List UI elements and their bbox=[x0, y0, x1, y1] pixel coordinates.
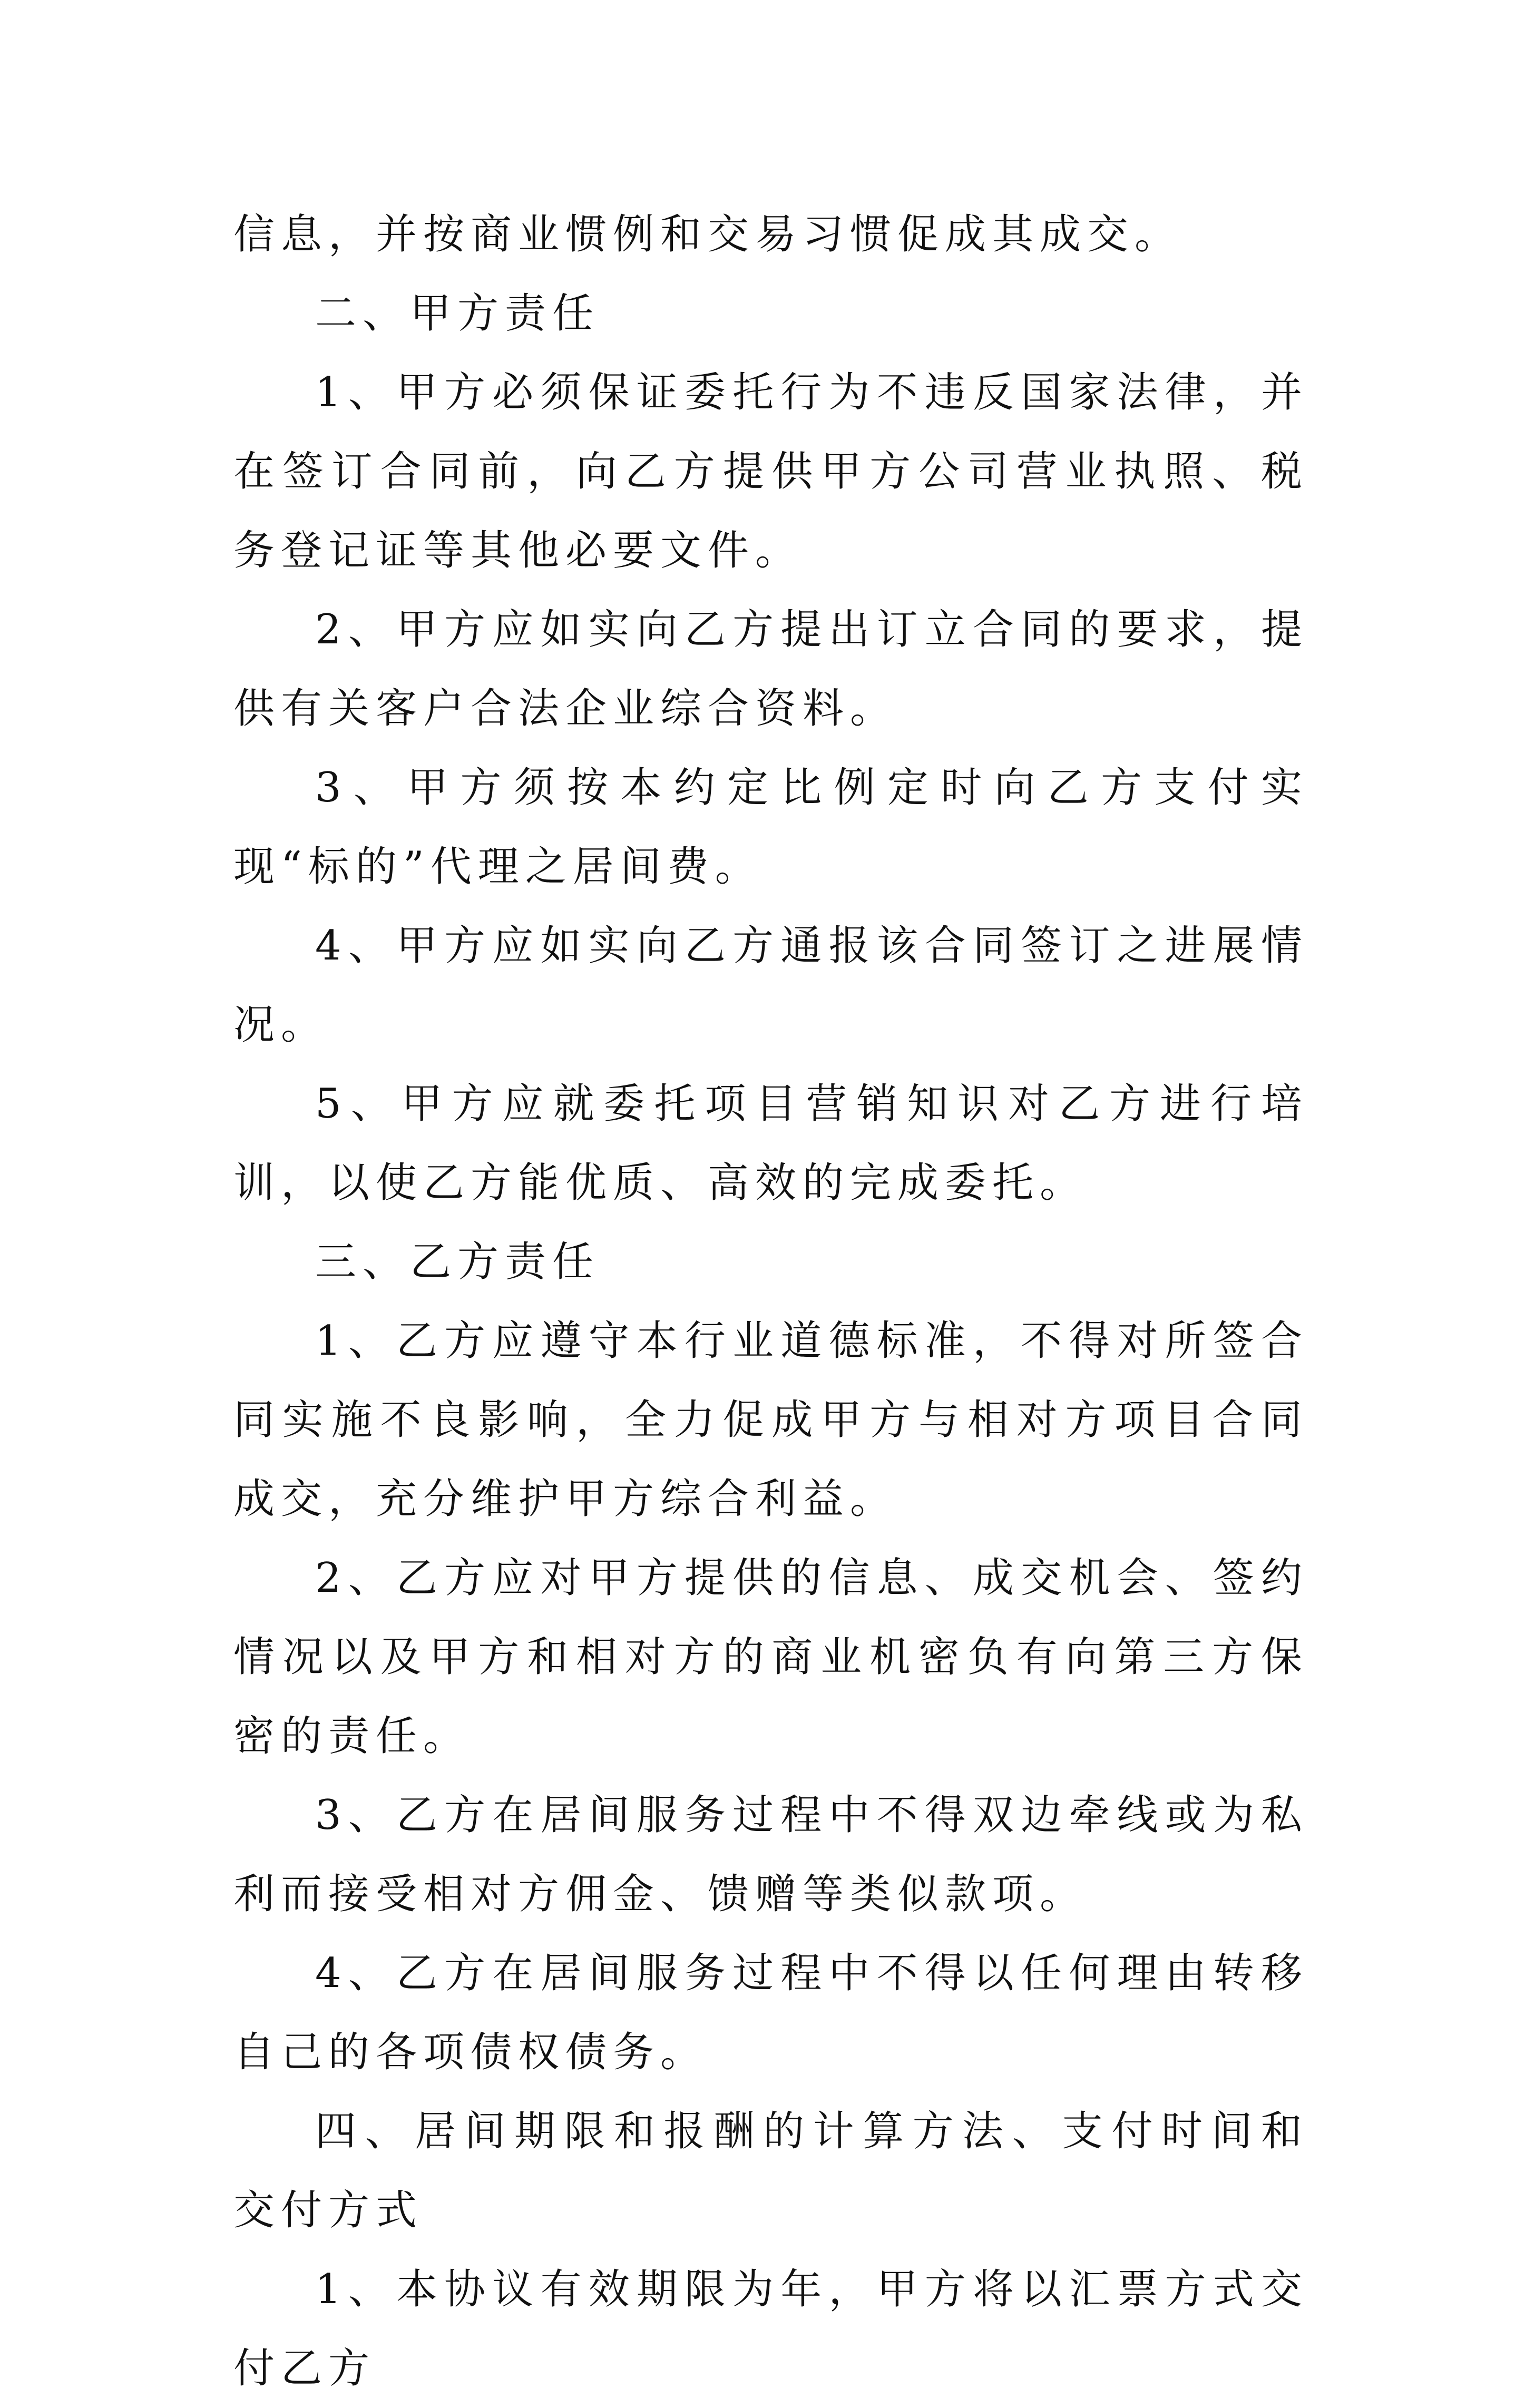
paragraph-continuation: 信息，并按商业惯例和交易习惯促成其成交。 bbox=[233, 211, 1182, 258]
clause-term-1: 1、本协议有效期限为年，甲方将以汇票方式交付乙方 bbox=[233, 2266, 1308, 2392]
clause-party-b-3: 3、乙方在居间服务过程中不得双边牵线或为私利而接受相对方佣金、馈赠等类似款项。 bbox=[233, 1792, 1308, 1918]
clause-party-a-3: 3、甲方须按本约定比例定时向乙方支付实现“标的”代理之居间费。 bbox=[233, 764, 1308, 890]
clause-party-b-1: 1、乙方应遵守本行业道德标准，不得对所签合同实施不良影响，全力促成甲方与相对方项目合同成交，充分维护甲方综合利益。 bbox=[233, 1317, 1308, 1523]
document-body bbox=[233, 195, 1308, 2408]
section-heading-term-and-payment: 四、居间期限和报酬的计算方法、支付时间和交付方式 bbox=[233, 2108, 1308, 2234]
clause-party-a-4: 4、甲方应如实向乙方通报该合同签订之进展情况。 bbox=[233, 922, 1308, 1049]
clause-party-b-4: 4、乙方在居间服务过程中不得以任何理由转移自己的各项债权债务。 bbox=[233, 1950, 1308, 2076]
clause-party-a-2: 2、甲方应如实向乙方提出订立合同的要求，提供有关客户合法企业综合资料。 bbox=[233, 606, 1308, 732]
clause-party-b-2: 2、乙方应对甲方提供的信息、成交机会、签约情况以及甲方和相对方的商业机密负有向第三方保密的责任。 bbox=[233, 1554, 1308, 1760]
clause-party-a-5: 5、甲方应就委托项目营销知识对乙方进行培训，以使乙方能优质、高效的完成委托。 bbox=[233, 1080, 1308, 1207]
clause-party-a-1: 1、甲方必须保证委托行为不违反国家法律，并在签订合同前，向乙方提供甲方公司营业执照、税务登记证等其他必要文件。 bbox=[233, 369, 1308, 574]
section-heading-party-b-duties: 三、乙方责任 bbox=[315, 1238, 600, 1286]
section-heading-party-a-duties: 二、甲方责任 bbox=[315, 290, 600, 337]
